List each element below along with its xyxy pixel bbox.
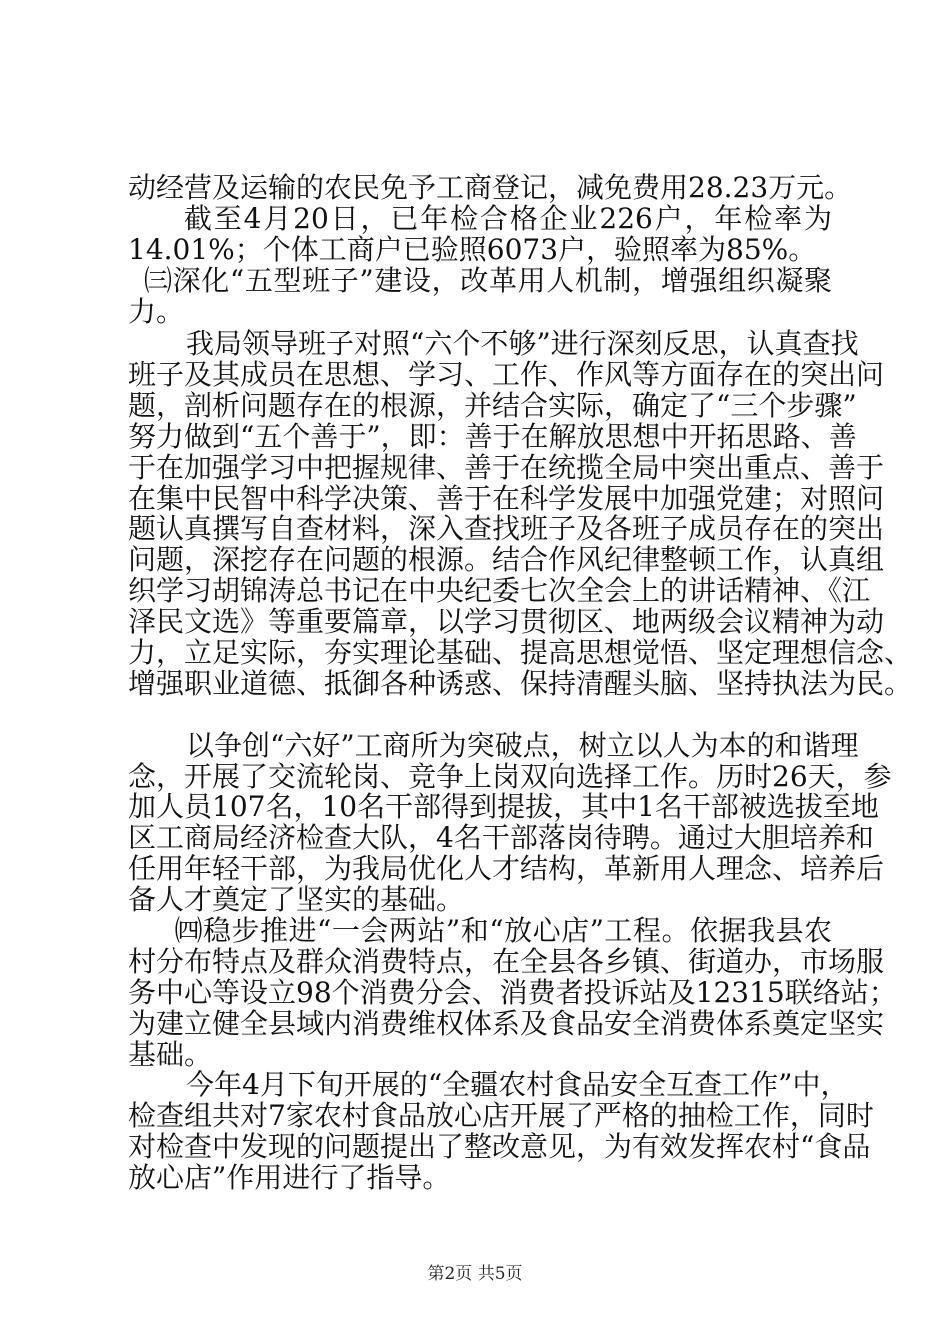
text-line: 以争创“六好”工商所为突破点，树立以人为本的和谐理: [158, 728, 859, 762]
text-line: 力。: [128, 294, 185, 328]
text-line: 检查组共对7家农村食品放心店开展了严格的抽检工作，同时: [128, 1099, 874, 1133]
text-line: 截至4月20日，已年检合格企业226户，年检率为: [154, 201, 832, 235]
text-line: 动经营及运输的农民免予工商登记，减免费用28.23万元。: [128, 171, 853, 204]
text-line: 我局领导班子对照“六个不够”进行深刻反思，认真查找: [158, 327, 859, 361]
text-line: 对检查中发现的问题提出了整改意见，为有效发挥农村“食品: [128, 1130, 871, 1164]
text-line: 基础。: [128, 1037, 213, 1071]
text-line: 题认真撰写自查材料，深入查找班子及各班子成员存在的突出: [128, 512, 885, 546]
text-line: 泽民文选》等重要篇章，以学习贯彻区、地两级会议精神为动: [128, 605, 885, 639]
text-line: 备人才奠定了坚实的基础。: [128, 883, 465, 916]
text-line: 放心店”作用进行了指导。: [128, 1161, 451, 1194]
text-line: 在集中民智中科学决策、善于在科学发展中加强党建；对照问: [128, 481, 885, 515]
text-line: ㈣稳步推进“一会两站”和“放心店”工程。依据我县农: [146, 913, 832, 947]
text-line: 于在加强学习中把握规律、善于在统揽全局中突出重点、善于: [128, 450, 885, 484]
text-line: 务中心等设立98个消费分会、消费者投诉站及12315联络站；: [128, 975, 897, 1009]
text-line: 村分布特点及群众消费特点，在全县各乡镇、街道办，市场服: [128, 944, 885, 978]
text-line: 班子及其成员在思想、学习、工作、作风等方面存在的突出问: [128, 358, 885, 391]
text-line: 题，剖析问题存在的根源，并结合实际，确定了“三个步骤”: [128, 388, 857, 422]
text-line: 14.01%；个体工商户已验照6073户，验照率为85%。: [128, 232, 817, 266]
text-line: 加人员107名，10名干部得到提拔，其中1名干部被选拔至地: [128, 790, 879, 824]
text-line: 力，立足实际，夯实理论基础、提高思想觉悟、坚定理想信念、: [128, 636, 913, 669]
text-line: 织学习胡锦涛总书记在中央纪委七次全会上的讲话精神、《江: [128, 574, 871, 608]
page-number-footer: 第2页 共5页: [427, 1264, 523, 1284]
text-line: ㈢深化“五型班子”建设，改革用人机制，增强组织凝聚: [144, 263, 832, 297]
text-line: 念，开展了交流轮岗、竞争上岗双向选择工作。历时26天，参: [128, 759, 892, 793]
text-line: 努力做到“五个善于”，即：善于在解放思想中开拓思路、善: [128, 419, 857, 453]
text-line: 为建立健全县域内消费维权体系及食品安全消费体系奠定坚实: [128, 1006, 885, 1040]
text-line: 问题，深挖存在问题的根源。结合作风纪律整顿工作，认真组: [128, 543, 885, 577]
text-line: 区工商局经济检查大队，4名干部落岗待聘。通过大胆培养和: [128, 821, 874, 855]
text-line: 任用年轻干部，为我局优化人才结构，革新用人理念、培养后: [128, 852, 885, 886]
text-line: 增强职业道德、抵御各种诱惑、保持清醒头脑、坚持执法为民。: [128, 666, 913, 700]
text-line: 今年4月下旬开展的“全疆农村食品安全互查工作”中，: [158, 1068, 849, 1102]
